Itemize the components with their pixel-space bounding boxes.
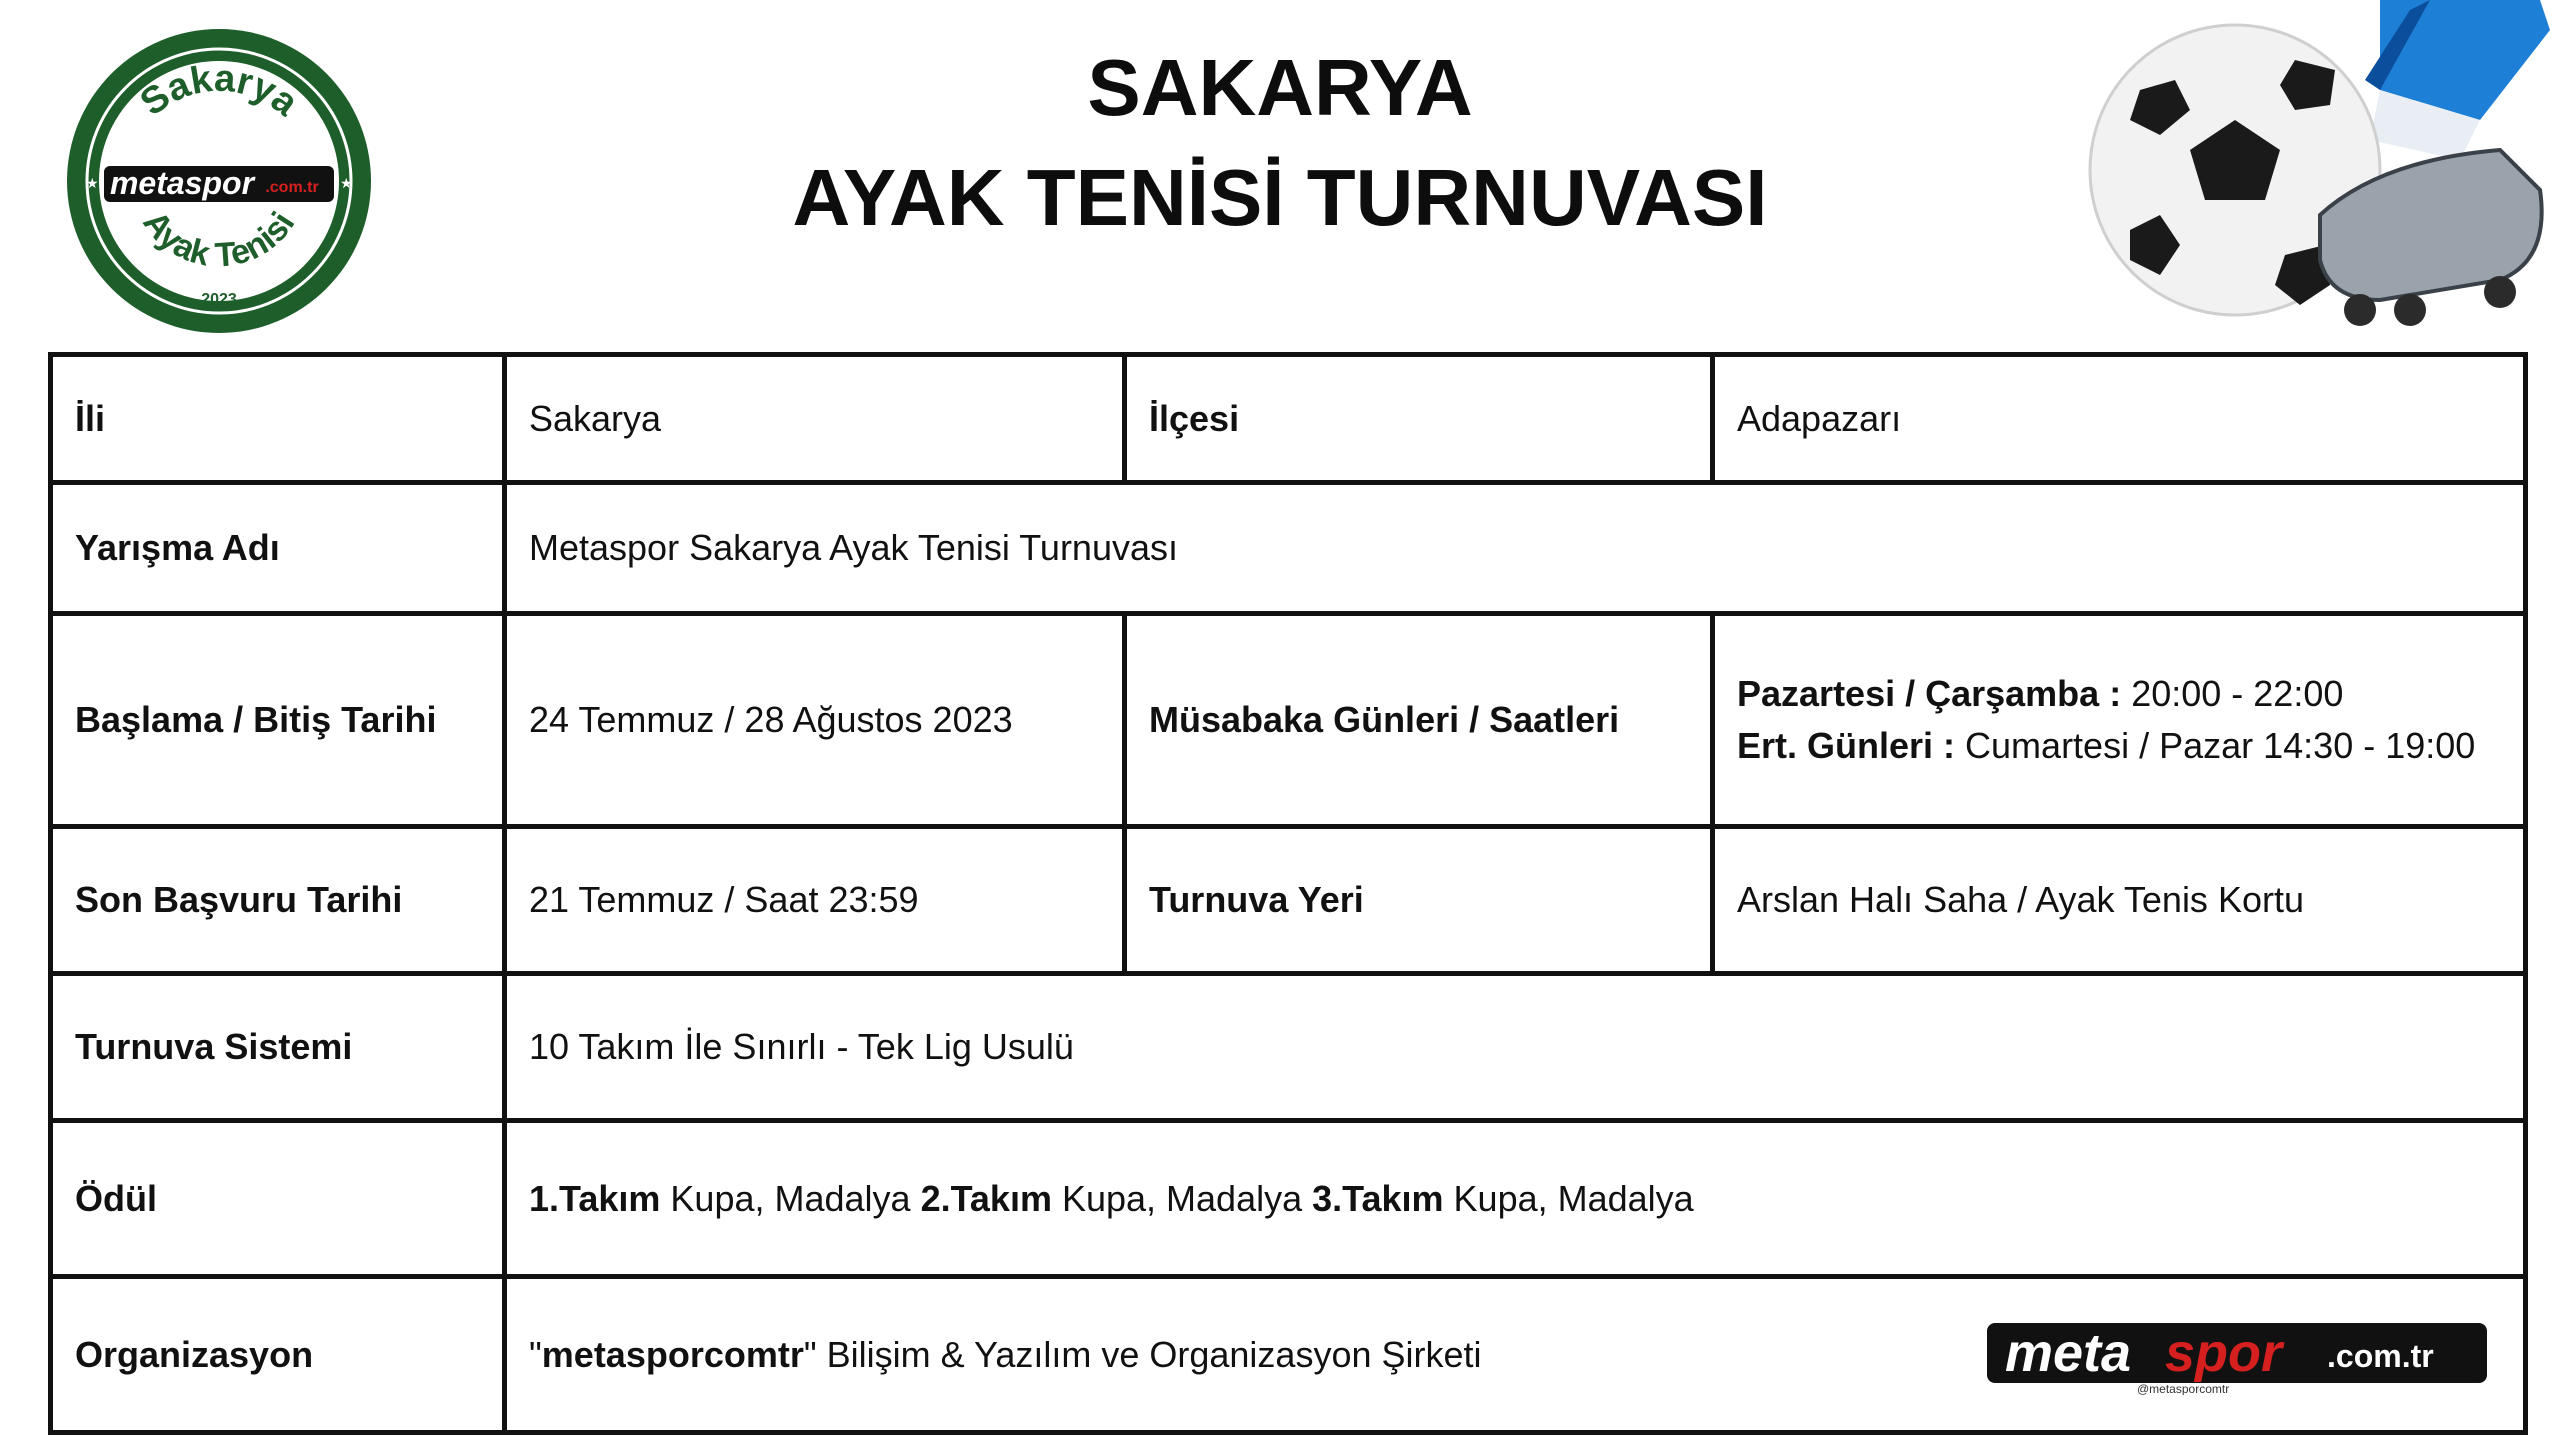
weekend-hours: Cumartesi / Pazar 14:30 - 19:00 [1955,725,2476,766]
footer-logo-brand-a: meta [2005,1322,2132,1383]
organization-label: Organizasyon [51,1277,505,1433]
district-label: İlçesi [1125,355,1713,483]
footer-logo-suffix: .com.tr [2327,1337,2434,1374]
organization-company: metasporcomtr [541,1333,804,1375]
match-days-value [1713,614,2526,827]
badge-star-right-icon: ★ [340,175,353,191]
soccer-ball-kick-image [2080,0,2560,345]
system-value: 10 Takım İle Sınırlı - Tek Lig Usulü [505,974,2526,1121]
table-row [51,355,2526,483]
weekend-label: Ert. Günleri : [1737,725,1956,766]
table-row [51,827,2526,974]
dates-value: 24 Temmuz / 28 Ağustos 2023 [505,614,1125,827]
deadline-value: 21 Temmuz / Saat 23:59 [505,827,1125,974]
table-row [51,974,2526,1121]
prize-first-text: Kupa, Madalya [660,1177,921,1219]
district-value: Adapazarı [1713,355,2526,483]
organization-text: " Bilişim & Yazılım ve Organizasyon Şirketi [803,1333,1482,1375]
tournament-badge-logo [64,26,374,336]
table-row [51,1277,2526,1433]
competition-name-value: Metaspor Sakarya Ayak Tenisi Turnuvası [505,483,2526,614]
table-row [51,1121,2526,1277]
prize-second-label: 2.Takım [920,1177,1052,1219]
match-days-label: Müsabaka Günleri / Saatleri [1125,614,1713,827]
province-value: Sakarya [505,355,1125,483]
badge-star-left-icon: ★ [86,175,99,191]
system-label: Turnuva Sistemi [51,974,505,1121]
venue-value: Arslan Halı Saha / Ayak Tenis Kortu [1713,827,2526,974]
tournament-info-table [48,352,2528,1435]
prize-second-text: Kupa, Madalya [1051,1177,1313,1219]
badge-top-text: Sakarya [132,57,306,125]
badge-bottom-text: Ayak Tenisi [135,203,303,275]
prize-first-label: 1.Takım [529,1177,661,1219]
table-row [51,483,2526,614]
badge-brand: metaspor [109,165,255,201]
organization-value [505,1277,2526,1433]
province-label: İli [51,355,505,483]
dates-label: Başlama / Bitiş Tarihi [51,614,505,827]
metaspor-footer-logo [1987,1315,2487,1395]
badge-year: 2023 [201,291,237,308]
prize-third-text: Kupa, Madalya [1443,1177,1694,1219]
competition-name-label: Yarışma Adı [51,483,505,614]
deadline-label: Son Başvuru Tarihi [51,827,505,974]
prize-value [505,1121,2526,1277]
table-row [51,614,2526,827]
venue-label: Turnuva Yeri [1125,827,1713,974]
prize-third-label: 3.Takım [1312,1177,1444,1219]
organization-quote: " [529,1333,542,1375]
badge-brand-suffix: .com.tr [265,179,319,196]
page-title-line1: SAKARYA [1087,43,1473,132]
footer-logo-brand-b: spor [2165,1322,2283,1383]
prize-label: Ödül [51,1121,505,1277]
weekday-hours: 20:00 - 22:00 [2121,673,2344,714]
footer-logo-handle: @metasporcomtr [2137,1381,2230,1395]
page-title-line2: AYAK TENİSİ TURNUVASI [792,153,1768,242]
weekday-label: Pazartesi / Çarşamba : [1737,673,2122,714]
